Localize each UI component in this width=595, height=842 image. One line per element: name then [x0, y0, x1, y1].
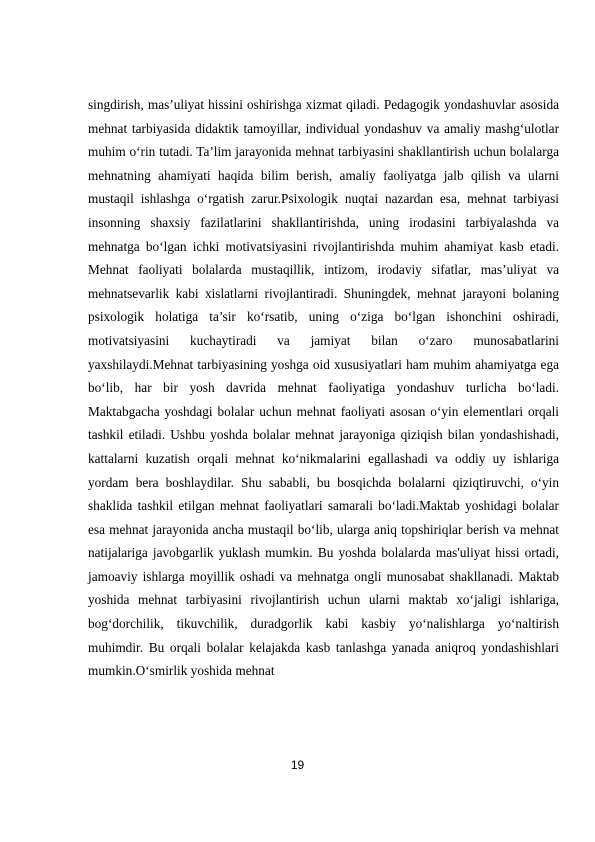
page-number: 19 [290, 758, 305, 772]
body-paragraph: singdirish, mas’uliyat hissini oshirishga xizmat qiladi. Pedagogik yondashuvlar asosida mehnat tarbiyasida didaktik tamoyillar, individual yondashuv va amaliy mashg‘ulotlar muhim o‘rin tutadi. Ta’lim jarayonida mehnat tarbiyasini shakllantirish uchun bolalarga mehnatning ahamiyati haqida bilim berish, amaliy faoliyatga jalb qilish va ularni mustaqil ishlashga o‘rgatish zarur.Psixologik nuqtai nazardan esa, mehnat tarbiyasi insonning shaxsiy fazilatlarini shakllantirishda, uning irodasini tarbiyalashda va mehnatga bo‘lgan ichki motivatsiyasini rivojlantirishda muhim ahamiyat kasb etadi. Mehnat faoliyati bolalarda mustaqillik, intizom, irodaviy sifatlar, mas’uliyat va mehnatsevarlik kabi xislatlarni rivojlantiradi. Shuningdek, mehnat jarayoni bolaning psixologik holatiga ta’sir ko‘rsatib, uning o‘ziga bo‘lgan ishonchini oshiradi, motivatsiyasini kuchaytiradi va jamiyat bilan o‘zaro munosabatlarini yaxshilaydi.Mehnat tarbiyasining yoshga oid xususiyatlari ham muhim ahamiyatga ega bo‘lib, har bir yosh davrida mehnat faoliyatiga yondashuv turlicha bo‘ladi. Maktabgacha yoshdagi bolalar uchun mehnat faoliyati asosan o‘yin elementlari orqali tashkil etiladi. Ushbu yoshda bolalar mehnat jarayoniga qiziqish bilan yondashishadi, kattalarni kuzatish orqali mehnat ko‘nikmalarini egallashadi va oddiy uy ishlariga yordam bera boshlaydilar. Shu sababli, bu bosqichda bolalarni qiziqtiruvchi, o‘yin shaklida tashkil etilgan mehnat faoliyatlari samarali bo‘ladi.Maktab yoshidagi bolalar esa mehnat jarayonida ancha mustaqil bo‘lib, ularga aniq topshiriqlar berish va mehnat natijalariga javobgarlik yuklash mumkin. Bu yoshda bolalarda mas'uliyat hissi ortadi, jamoaviy ishlarga moyillik oshadi va mehnatga ongli munosabat shakllanadi. Maktab yoshida mehnat tarbiyasini rivojlantirish uchun ularni maktab xo‘jaligi ishlariga, bog‘dorchilik, tikuvchilik, duradgorlik kabi kasbiy yo‘nalishlarga yo‘naltirish muhimdir. Bu orqali bolalar kelajakda kasb tanlashga yanada aniqroq yondashishlari mumkin.O‘smirlik yoshida mehnat [88, 97, 559, 679]
